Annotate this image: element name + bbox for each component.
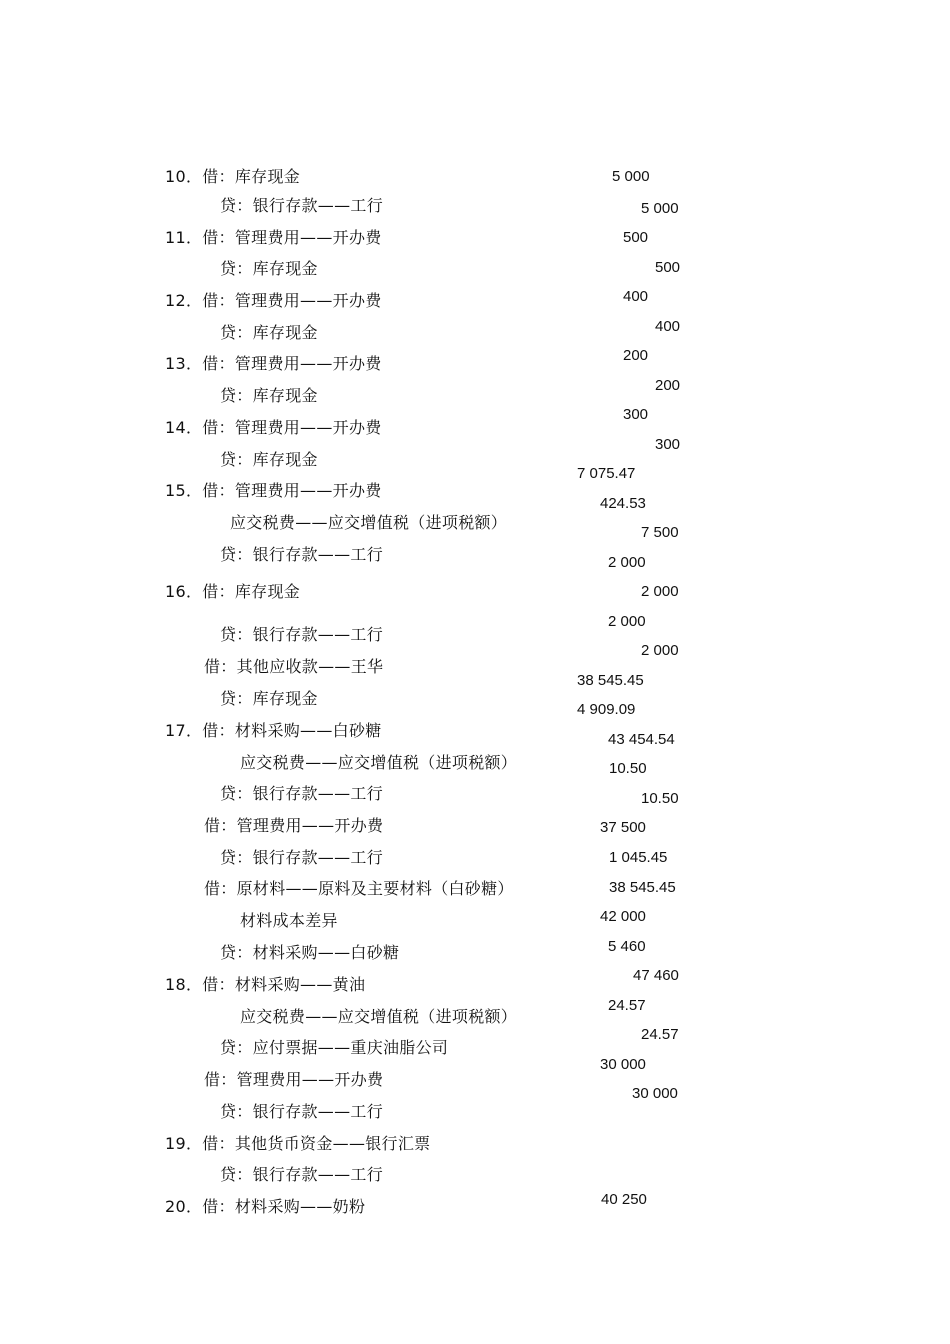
amount: 200	[623, 347, 649, 364]
amount: 500	[655, 259, 681, 276]
entry-line: 借：原材料——原料及主要材料（白砂糖）	[204, 879, 514, 898]
amount: 43 454.54	[608, 731, 675, 748]
amount: 1 045.45	[609, 849, 668, 866]
amount: 5 000	[641, 200, 679, 217]
amount: 300	[623, 406, 649, 423]
amount: 4 909.09	[577, 701, 636, 718]
amount: 5 000	[612, 168, 650, 185]
entry-line: 贷：应付票据——重庆油脂公司	[220, 1038, 449, 1057]
amount: 2 000	[641, 642, 679, 659]
entry-line: 12．借：管理费用——开办费	[165, 291, 382, 310]
entry-line: 14．借：管理费用——开办费	[165, 418, 382, 437]
amount: 424.53	[600, 495, 646, 512]
amount: 10.50	[641, 790, 679, 807]
entry-line: 16．借：库存现金	[165, 582, 301, 601]
entry-line: 材料成本差异	[240, 911, 338, 930]
entry-line: 应交税费——应交增值税（进项税额）	[240, 1007, 518, 1026]
amount: 10.50	[609, 760, 647, 777]
amount: 38 545.45	[577, 672, 644, 689]
amount: 40 250	[601, 1191, 647, 1208]
entry-line: 贷：库存现金	[220, 259, 318, 278]
entry-line: 贷：银行存款——工行	[220, 625, 384, 644]
entry-line: 贷：库存现金	[220, 450, 318, 469]
entry-line: 贷：银行存款——工行	[220, 1102, 384, 1121]
entry-line: 贷：银行存款——工行	[220, 784, 384, 803]
amount: 400	[623, 288, 649, 305]
entry-line: 借：管理费用——开办费	[204, 1070, 384, 1089]
entry-line: 贷：银行存款——工行	[220, 1165, 384, 1184]
entry-line: 贷：库存现金	[220, 386, 318, 405]
amount: 2 000	[641, 583, 679, 600]
amount: 500	[623, 229, 649, 246]
entry-line: 应交税费——应交增值税（进项税额）	[230, 513, 508, 532]
entry-line: 20．借：材料采购——奶粉	[165, 1197, 366, 1216]
entry-line: 借：其他应收款——王华	[204, 657, 384, 676]
entry-line: 11．借：管理费用——开办费	[165, 228, 382, 247]
entry-line: 15．借：管理费用——开办费	[165, 481, 382, 500]
amount: 30 000	[632, 1085, 678, 1102]
entry-line: 贷：银行存款——工行	[220, 848, 384, 867]
entry-line: 贷：银行存款——工行	[220, 545, 384, 564]
amount: 30 000	[600, 1056, 646, 1073]
amount: 2 000	[608, 613, 646, 630]
entry-line: 贷：材料采购——白砂糖	[220, 943, 400, 962]
amount: 400	[655, 318, 681, 335]
entry-line: 19．借：其他货币资金——银行汇票	[165, 1134, 431, 1153]
amount: 7 075.47	[577, 465, 636, 482]
entry-line: 贷：库存现金	[220, 323, 318, 342]
amount: 300	[655, 436, 681, 453]
entry-line: 13．借：管理费用——开办费	[165, 354, 382, 373]
amount: 37 500	[600, 819, 646, 836]
amount: 47 460	[633, 967, 679, 984]
entry-line: 贷：银行存款——工行	[220, 196, 384, 215]
amount: 24.57	[608, 997, 646, 1014]
entry-line: 应交税费——应交增值税（进项税额）	[240, 753, 518, 772]
entry-line: 18．借：材料采购——黄油	[165, 975, 366, 994]
amount: 7 500	[641, 524, 679, 541]
amount: 5 460	[608, 938, 646, 955]
entry-line: 17．借：材料采购——白砂糖	[165, 721, 382, 740]
amount: 38 545.45	[609, 879, 676, 896]
entry-line: 贷：库存现金	[220, 689, 318, 708]
amount: 2 000	[608, 554, 646, 571]
entry-line: 借：管理费用——开办费	[204, 816, 384, 835]
amount: 24.57	[641, 1026, 679, 1043]
amount: 200	[655, 377, 681, 394]
entry-line: 10．借：库存现金	[165, 167, 301, 186]
amount: 42 000	[600, 908, 646, 925]
